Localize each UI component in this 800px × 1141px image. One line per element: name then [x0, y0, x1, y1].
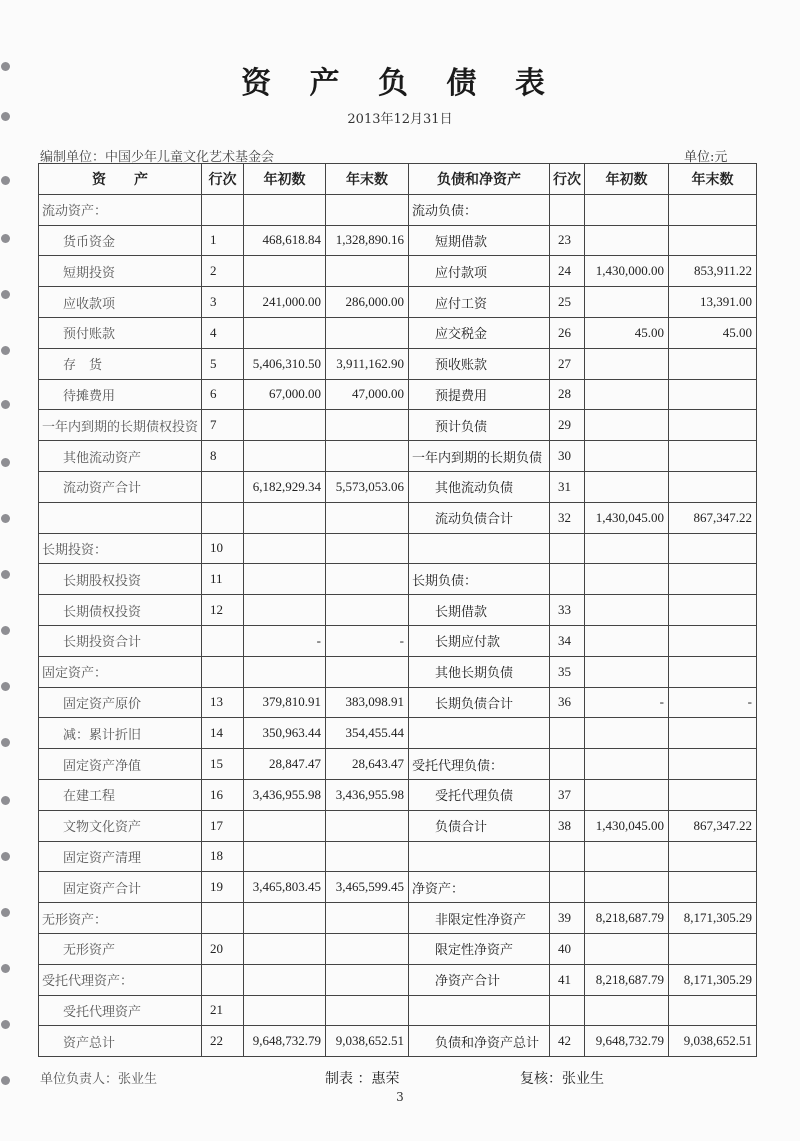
- liability-begin-cell: [585, 441, 669, 472]
- asset-line-cell: 13: [202, 687, 244, 718]
- asset-label-cell: 一年内到期的长期债权投资: [39, 410, 202, 441]
- liability-line-cell: 25: [550, 287, 585, 318]
- asset-begin-cell: [244, 317, 326, 348]
- liability-label-cell: [409, 995, 550, 1026]
- asset-line-cell: 6: [202, 379, 244, 410]
- asset-end-cell: 286,000.00: [326, 287, 409, 318]
- asset-begin-cell: [244, 595, 326, 626]
- balance-sheet-table: [38, 163, 757, 1057]
- liability-line-cell: 23: [550, 225, 585, 256]
- binder-hole: [1, 400, 10, 409]
- liability-end-cell: 8,171,305.29: [669, 964, 757, 995]
- liability-end-cell: 9,038,652.51: [669, 1026, 757, 1057]
- col-header-assets: 资 产: [39, 164, 202, 195]
- asset-line-cell: 10: [202, 533, 244, 564]
- report-date: 2013年12月31日: [347, 112, 453, 127]
- liability-end-cell: 867,347.22: [669, 810, 757, 841]
- asset-begin-cell: 241,000.00: [244, 287, 326, 318]
- asset-label-cell: 无形资产：: [39, 903, 202, 934]
- asset-end-cell: 1,328,890.16: [326, 225, 409, 256]
- liability-begin-cell: [585, 194, 669, 225]
- asset-label-cell: [39, 502, 202, 533]
- asset-end-cell: [326, 933, 409, 964]
- liability-begin-cell: [585, 410, 669, 441]
- table-row: [39, 995, 757, 1026]
- asset-label-cell: 存 货: [39, 348, 202, 379]
- binder-hole: [1, 458, 10, 467]
- asset-begin-cell: [244, 533, 326, 564]
- binder-hole: [1, 1020, 10, 1029]
- asset-label-cell: 减：累计折旧: [39, 718, 202, 749]
- table-row: [39, 533, 757, 564]
- asset-begin-cell: [244, 964, 326, 995]
- liability-begin-cell: 8,218,687.79: [585, 903, 669, 934]
- liability-label-cell: 受托代理负债: [409, 779, 550, 810]
- table-row: [39, 625, 757, 656]
- asset-line-cell: 22: [202, 1026, 244, 1057]
- asset-begin-cell: [244, 656, 326, 687]
- liability-end-cell: [669, 749, 757, 780]
- asset-label-cell: 固定资产：: [39, 656, 202, 687]
- preparer-signature: 制表 ：惠荣: [325, 1071, 400, 1087]
- liability-label-cell: 预提费用: [409, 379, 550, 410]
- asset-begin-cell: 3,465,803.45: [244, 872, 326, 903]
- liability-begin-cell: [585, 471, 669, 502]
- asset-end-cell: [326, 656, 409, 687]
- reporting-entity: 编制单位：中国少年儿童文化艺术基金会: [40, 150, 275, 165]
- asset-line-cell: 3: [202, 287, 244, 318]
- asset-line-cell: 12: [202, 595, 244, 626]
- asset-line-cell: [202, 194, 244, 225]
- table-row: [39, 194, 757, 225]
- liability-end-cell: [669, 379, 757, 410]
- table-row: [39, 1026, 757, 1057]
- asset-begin-cell: [244, 410, 326, 441]
- binder-hole: [1, 346, 10, 355]
- asset-line-cell: 15: [202, 749, 244, 780]
- liability-label-cell: 流动负债合计: [409, 502, 550, 533]
- liability-end-cell: 13,391.00: [669, 287, 757, 318]
- liability-begin-cell: [585, 872, 669, 903]
- liability-end-cell: [669, 348, 757, 379]
- liability-end-cell: [669, 441, 757, 472]
- liability-label-cell: 其他长期负债: [409, 656, 550, 687]
- asset-label-cell: 受托代理资产：: [39, 964, 202, 995]
- liability-begin-cell: [585, 779, 669, 810]
- binder-hole: [1, 514, 10, 523]
- liability-end-cell: [669, 656, 757, 687]
- asset-begin-cell: [244, 256, 326, 287]
- asset-begin-cell: [244, 903, 326, 934]
- liability-label-cell: [409, 841, 550, 872]
- liability-line-cell: 27: [550, 348, 585, 379]
- liability-end-cell: 45.00: [669, 317, 757, 348]
- asset-label-cell: 待摊费用: [39, 379, 202, 410]
- liability-label-cell: 限定性净资产: [409, 933, 550, 964]
- asset-end-cell: [326, 256, 409, 287]
- asset-end-cell: [326, 841, 409, 872]
- asset-line-cell: [202, 964, 244, 995]
- asset-end-cell: [326, 964, 409, 995]
- asset-line-cell: [202, 625, 244, 656]
- liability-line-cell: [550, 533, 585, 564]
- liability-line-cell: 28: [550, 379, 585, 410]
- liability-line-cell: 32: [550, 502, 585, 533]
- table-row: [39, 779, 757, 810]
- liability-label-cell: 长期负债：: [409, 564, 550, 595]
- asset-end-cell: 9,038,652.51: [326, 1026, 409, 1057]
- table-row: [39, 225, 757, 256]
- liability-label-cell: 应交税金: [409, 317, 550, 348]
- asset-line-cell: 16: [202, 779, 244, 810]
- liability-begin-cell: 1,430,045.00: [585, 502, 669, 533]
- liability-end-cell: [669, 718, 757, 749]
- asset-label-cell: 固定资产净值: [39, 749, 202, 780]
- liability-begin-cell: [585, 379, 669, 410]
- asset-begin-cell: 6,182,929.34: [244, 471, 326, 502]
- liability-end-cell: [669, 564, 757, 595]
- liability-begin-cell: [585, 287, 669, 318]
- liability-line-cell: [550, 872, 585, 903]
- asset-line-cell: 4: [202, 317, 244, 348]
- liability-line-cell: [550, 718, 585, 749]
- principal-signature: 单位负责人：张业生: [40, 1072, 158, 1087]
- asset-end-cell: 383,098.91: [326, 687, 409, 718]
- liability-begin-cell: [585, 656, 669, 687]
- asset-begin-cell: [244, 441, 326, 472]
- asset-line-cell: [202, 656, 244, 687]
- liability-line-cell: 26: [550, 317, 585, 348]
- table-row: [39, 348, 757, 379]
- asset-end-cell: [326, 441, 409, 472]
- table-row: [39, 256, 757, 287]
- asset-line-cell: 21: [202, 995, 244, 1026]
- liability-end-cell: 867,347.22: [669, 502, 757, 533]
- asset-begin-cell: [244, 502, 326, 533]
- asset-line-cell: 8: [202, 441, 244, 472]
- liability-line-cell: [550, 564, 585, 595]
- liability-begin-cell: [585, 564, 669, 595]
- table-header-row: [39, 164, 757, 195]
- liability-line-cell: [550, 841, 585, 872]
- binder-hole: [1, 852, 10, 861]
- asset-line-cell: 5: [202, 348, 244, 379]
- asset-end-cell: 354,455.44: [326, 718, 409, 749]
- table-row: [39, 379, 757, 410]
- asset-label-cell: 长期投资合计: [39, 625, 202, 656]
- table-row: [39, 564, 757, 595]
- asset-begin-cell: [244, 841, 326, 872]
- liability-line-cell: 37: [550, 779, 585, 810]
- liability-begin-cell: [585, 995, 669, 1026]
- liability-begin-cell: [585, 625, 669, 656]
- asset-begin-cell: 468,618.84: [244, 225, 326, 256]
- liability-end-cell: [669, 779, 757, 810]
- table-row: [39, 872, 757, 903]
- liability-end-cell: [669, 841, 757, 872]
- liability-end-cell: [669, 471, 757, 502]
- asset-line-cell: 7: [202, 410, 244, 441]
- asset-label-cell: 固定资产清理: [39, 841, 202, 872]
- liability-begin-cell: [585, 533, 669, 564]
- binder-hole: [1, 176, 10, 185]
- liability-end-cell: [669, 625, 757, 656]
- liability-begin-cell: -: [585, 687, 669, 718]
- liability-begin-cell: 1,430,000.00: [585, 256, 669, 287]
- table-row: [39, 749, 757, 780]
- asset-label-cell: 预付账款: [39, 317, 202, 348]
- asset-end-cell: 3,436,955.98: [326, 779, 409, 810]
- asset-label-cell: 货币资金: [39, 225, 202, 256]
- col-header-line: 行次: [202, 164, 244, 195]
- liability-line-cell: 40: [550, 933, 585, 964]
- binder-hole: [1, 796, 10, 805]
- asset-label-cell: 其他流动资产: [39, 441, 202, 472]
- table-row: [39, 287, 757, 318]
- table-row: [39, 841, 757, 872]
- asset-label-cell: 长期投资：: [39, 533, 202, 564]
- binder-hole: [1, 1076, 10, 1085]
- asset-end-cell: [326, 564, 409, 595]
- reviewer-signature: 复核：张业生: [520, 1071, 604, 1087]
- liability-line-cell: [550, 194, 585, 225]
- liability-end-cell: 853,911.22: [669, 256, 757, 287]
- liability-end-cell: [669, 533, 757, 564]
- binder-hole: [1, 908, 10, 917]
- table-row: [39, 410, 757, 441]
- table-row: [39, 441, 757, 472]
- liability-line-cell: 29: [550, 410, 585, 441]
- asset-begin-cell: 9,648,732.79: [244, 1026, 326, 1057]
- asset-end-cell: 47,000.00: [326, 379, 409, 410]
- liability-label-cell: 长期应付款: [409, 625, 550, 656]
- page-number: 3: [396, 1090, 404, 1104]
- liability-label-cell: [409, 718, 550, 749]
- binder-hole: [1, 682, 10, 691]
- binder-hole: [1, 234, 10, 243]
- liability-end-cell: [669, 225, 757, 256]
- asset-line-cell: 17: [202, 810, 244, 841]
- asset-end-cell: [326, 317, 409, 348]
- col-header-begin: 年初数: [585, 164, 669, 195]
- liability-line-cell: 41: [550, 964, 585, 995]
- liability-begin-cell: 8,218,687.79: [585, 964, 669, 995]
- asset-end-cell: 28,643.47: [326, 749, 409, 780]
- liability-begin-cell: [585, 933, 669, 964]
- asset-line-cell: 11: [202, 564, 244, 595]
- asset-begin-cell: 28,847.47: [244, 749, 326, 780]
- liability-label-cell: 长期借款: [409, 595, 550, 626]
- liability-label-cell: 预计负债: [409, 410, 550, 441]
- liability-end-cell: [669, 995, 757, 1026]
- liability-begin-cell: 1,430,045.00: [585, 810, 669, 841]
- asset-end-cell: [326, 502, 409, 533]
- col-header-line: 行次: [550, 164, 585, 195]
- asset-label-cell: 固定资产原价: [39, 687, 202, 718]
- liability-line-cell: 24: [550, 256, 585, 287]
- col-header-liabilities: 负债和净资产: [409, 164, 550, 195]
- asset-label-cell: 在建工程: [39, 779, 202, 810]
- asset-begin-cell: [244, 810, 326, 841]
- asset-end-cell: [326, 595, 409, 626]
- liability-line-cell: [550, 995, 585, 1026]
- liability-label-cell: 短期借款: [409, 225, 550, 256]
- asset-label-cell: 长期股权投资: [39, 564, 202, 595]
- liability-label-cell: 长期负债合计: [409, 687, 550, 718]
- col-header-begin: 年初数: [244, 164, 326, 195]
- liability-line-cell: 35: [550, 656, 585, 687]
- table-row: [39, 656, 757, 687]
- liability-end-cell: [669, 595, 757, 626]
- asset-end-cell: [326, 810, 409, 841]
- table-row: [39, 903, 757, 934]
- asset-line-cell: [202, 502, 244, 533]
- asset-label-cell: 固定资产合计: [39, 872, 202, 903]
- liability-line-cell: 31: [550, 471, 585, 502]
- liability-line-cell: 30: [550, 441, 585, 472]
- asset-label-cell: 资产总计: [39, 1026, 202, 1057]
- asset-line-cell: 1: [202, 225, 244, 256]
- liability-line-cell: 34: [550, 625, 585, 656]
- asset-begin-cell: -: [244, 625, 326, 656]
- asset-line-cell: [202, 903, 244, 934]
- liability-label-cell: 一年内到期的长期负债: [409, 441, 550, 472]
- liability-begin-cell: [585, 718, 669, 749]
- liability-begin-cell: [585, 841, 669, 872]
- liability-begin-cell: [585, 595, 669, 626]
- col-header-end: 年末数: [326, 164, 409, 195]
- asset-line-cell: 19: [202, 872, 244, 903]
- liability-end-cell: [669, 872, 757, 903]
- table-row: [39, 471, 757, 502]
- asset-begin-cell: [244, 933, 326, 964]
- asset-begin-cell: 67,000.00: [244, 379, 326, 410]
- asset-label-cell: 文物文化资产: [39, 810, 202, 841]
- liability-label-cell: 受托代理负债：: [409, 749, 550, 780]
- liability-end-cell: -: [669, 687, 757, 718]
- asset-end-cell: 3,465,599.45: [326, 872, 409, 903]
- table-row: [39, 964, 757, 995]
- liability-line-cell: [550, 749, 585, 780]
- binder-hole: [1, 570, 10, 579]
- asset-end-cell: 3,911,162.90: [326, 348, 409, 379]
- liability-begin-cell: [585, 348, 669, 379]
- liability-end-cell: [669, 933, 757, 964]
- table-row: [39, 933, 757, 964]
- asset-end-cell: 5,573,053.06: [326, 471, 409, 502]
- liability-label-cell: 非限定性净资产: [409, 903, 550, 934]
- liability-label-cell: 其他流动负债: [409, 471, 550, 502]
- asset-label-cell: 长期债权投资: [39, 595, 202, 626]
- table-row: [39, 595, 757, 626]
- asset-begin-cell: 379,810.91: [244, 687, 326, 718]
- liability-label-cell: 净资产合计: [409, 964, 550, 995]
- liability-label-cell: 负债合计: [409, 810, 550, 841]
- asset-end-cell: [326, 410, 409, 441]
- asset-end-cell: [326, 194, 409, 225]
- table-row: [39, 502, 757, 533]
- liability-line-cell: 36: [550, 687, 585, 718]
- liability-label-cell: 应付款项: [409, 256, 550, 287]
- asset-end-cell: [326, 995, 409, 1026]
- binder-hole: [1, 964, 10, 973]
- asset-begin-cell: 350,963.44: [244, 718, 326, 749]
- liability-line-cell: 33: [550, 595, 585, 626]
- asset-label-cell: 受托代理资产: [39, 995, 202, 1026]
- liability-label-cell: 净资产：: [409, 872, 550, 903]
- liability-begin-cell: [585, 749, 669, 780]
- liability-line-cell: 39: [550, 903, 585, 934]
- liability-end-cell: 8,171,305.29: [669, 903, 757, 934]
- binder-hole: [1, 738, 10, 747]
- asset-line-cell: [202, 471, 244, 502]
- asset-end-cell: -: [326, 625, 409, 656]
- liability-label-cell: 应付工资: [409, 287, 550, 318]
- table-row: [39, 810, 757, 841]
- asset-begin-cell: 5,406,310.50: [244, 348, 326, 379]
- table-row: [39, 718, 757, 749]
- asset-line-cell: 14: [202, 718, 244, 749]
- liability-line-cell: 38: [550, 810, 585, 841]
- liability-begin-cell: 45.00: [585, 317, 669, 348]
- asset-label-cell: 应收款项: [39, 287, 202, 318]
- asset-begin-cell: [244, 564, 326, 595]
- col-header-end: 年末数: [669, 164, 757, 195]
- asset-label-cell: 无形资产: [39, 933, 202, 964]
- asset-label-cell: 短期投资: [39, 256, 202, 287]
- asset-line-cell: 18: [202, 841, 244, 872]
- asset-begin-cell: [244, 995, 326, 1026]
- liability-label-cell: 负债和净资产总计: [409, 1026, 550, 1057]
- table-row: [39, 317, 757, 348]
- binder-hole: [1, 290, 10, 299]
- asset-line-cell: 2: [202, 256, 244, 287]
- asset-begin-cell: 3,436,955.98: [244, 779, 326, 810]
- table-row: [39, 687, 757, 718]
- asset-begin-cell: [244, 194, 326, 225]
- asset-label-cell: 流动资产合计: [39, 471, 202, 502]
- liability-label-cell: 流动负债：: [409, 194, 550, 225]
- asset-end-cell: [326, 533, 409, 564]
- liability-begin-cell: [585, 225, 669, 256]
- asset-label-cell: 流动资产：: [39, 194, 202, 225]
- binder-hole: [1, 626, 10, 635]
- liability-label-cell: [409, 533, 550, 564]
- currency-unit: 单位:元: [684, 150, 728, 165]
- asset-line-cell: 20: [202, 933, 244, 964]
- liability-end-cell: [669, 410, 757, 441]
- asset-end-cell: [326, 903, 409, 934]
- liability-label-cell: 预收账款: [409, 348, 550, 379]
- liability-begin-cell: 9,648,732.79: [585, 1026, 669, 1057]
- liability-end-cell: [669, 194, 757, 225]
- page-title: 资 产 负 债 表: [241, 66, 559, 101]
- liability-line-cell: 42: [550, 1026, 585, 1057]
